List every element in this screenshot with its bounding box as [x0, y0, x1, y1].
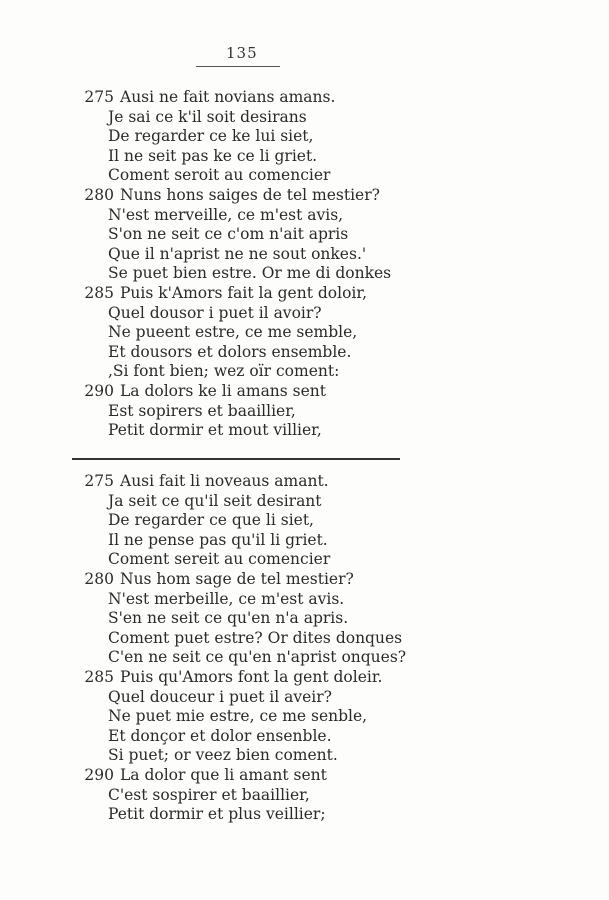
upper-verse-line: [108, 322, 357, 342]
upper-verse-line: [108, 361, 339, 381]
line-number: 290: [84, 766, 114, 784]
verse-text: Si puet; or veez bien coment.: [108, 746, 338, 765]
verse-text: De regarder ce ke lui siet,: [108, 127, 314, 146]
verse-text: Ausi fait li noveaus amant.: [120, 472, 329, 490]
upper-verse-line: [84, 381, 327, 401]
verse-text: C'est sospirer et baaillier,: [108, 785, 310, 804]
upper-verse-line: [84, 87, 336, 107]
line-number: 275: [84, 472, 114, 490]
verse-text: La dolors ke li amans sent: [120, 382, 327, 400]
line-number: 280: [84, 570, 114, 588]
verse-text: Que il n'aprist ne ne sout onkes.': [108, 244, 367, 263]
page-number: 135: [226, 44, 258, 62]
lower-verse-line: [108, 491, 322, 511]
upper-verse-line: [108, 303, 322, 323]
lower-verse-line: [108, 687, 332, 707]
verse-text: Nuns hons saiges de tel mestier?: [120, 186, 380, 204]
lower-verse-line: [108, 589, 344, 609]
upper-verse-line: [108, 244, 366, 264]
lower-verse-line: [108, 726, 332, 746]
section-divider: [72, 458, 400, 460]
upper-verse-line: [108, 205, 343, 225]
lower-verse-line: [108, 745, 338, 765]
verse-text: Petit dormir et plus veillier;: [108, 805, 326, 824]
upper-verse-line: [108, 224, 348, 244]
verse-text: Nus hom sage de tel mestier?: [120, 570, 354, 588]
verse-text: Coment sereit au comencier: [108, 550, 331, 569]
line-number: 280: [84, 186, 114, 204]
verse-text: C'en ne seit ce qu'en n'aprist onques?: [108, 648, 407, 667]
verse-text: Coment puet estre? Or dites donques: [108, 628, 403, 647]
page-number-rule: [196, 66, 280, 67]
verse-text: N'est merbeille, ce m'est avis.: [108, 589, 345, 608]
verse-text: Et dousors et dolors ensemble.: [108, 342, 352, 361]
line-number: 290: [84, 382, 114, 400]
lower-verse-line: [84, 569, 354, 589]
verse-text: De regarder ce que li siet,: [108, 511, 314, 530]
line-number: 285: [84, 284, 114, 302]
upper-verse-line: [108, 146, 317, 166]
verse-text: La dolor que li amant sent: [120, 766, 327, 784]
upper-verse-line: [84, 283, 368, 303]
lower-verse-line: [108, 530, 328, 550]
lower-verse-line: [108, 706, 367, 726]
verse-text: Quel douceur i puet il aveir?: [108, 687, 332, 706]
upper-verse-line: [108, 263, 391, 283]
verse-text: S'en ne seit ce qu'en n'a apris.: [108, 609, 349, 628]
verse-text: Je sai ce k'il soit desirans: [108, 107, 307, 126]
lower-verse-line: [84, 667, 383, 687]
verse-text: Est sopirers et baaillier,: [108, 401, 296, 420]
lower-verse-line: [108, 628, 402, 648]
verse-text: Ja seit ce qu'il seit desirant: [108, 491, 322, 510]
upper-verse-line: [108, 342, 351, 362]
lower-verse-line: [108, 510, 314, 530]
line-number: 275: [84, 88, 114, 106]
verse-text: Ausi ne fait novians amans.: [120, 88, 336, 106]
lower-verse-line: [108, 785, 310, 805]
upper-verse-line: [108, 107, 307, 127]
lower-verse-line: [108, 647, 406, 667]
verse-text: N'est merveille, ce m'est avis,: [108, 205, 344, 224]
verse-text: Et donçor et dolor ensenble.: [108, 726, 332, 745]
upper-verse-line: [108, 401, 296, 421]
upper-verse-line: [108, 126, 313, 146]
verse-text: Coment seroit au comencier: [108, 166, 331, 185]
verse-text: Quel dousor i puet il avoir?: [108, 303, 322, 322]
lower-verse-line: [108, 608, 348, 628]
line-number: 285: [84, 668, 114, 686]
lower-verse-line: [84, 765, 327, 785]
verse-text: Petit dormir et mout villier,: [108, 421, 322, 440]
verse-text: Il ne seit pas ke ce li griet.: [108, 146, 318, 165]
verse-text: Puis k'Amors fait la gent doloir,: [120, 284, 368, 302]
verse-text: Puis qu'Amors font la gent doleir.: [120, 668, 383, 686]
upper-verse-line: [108, 165, 330, 185]
verse-text: Ne puet mie estre, ce me senble,: [108, 707, 368, 726]
verse-text: Il ne pense pas qu'il li griet.: [108, 530, 328, 549]
verse-text: Ne pueent estre, ce me semble,: [108, 323, 358, 342]
lower-verse-line: [108, 549, 330, 569]
verse-text: S'on ne seit ce c'om n'ait apris: [108, 225, 349, 244]
verse-text: ,Si font bien; wez oïr coment:: [108, 362, 340, 381]
lower-verse-line: [84, 471, 329, 491]
verse-text: Se puet bien estre. Or me di donkes: [108, 264, 392, 283]
upper-verse-line: [108, 420, 322, 440]
upper-verse-line: [84, 185, 380, 205]
lower-verse-line: [108, 804, 326, 824]
